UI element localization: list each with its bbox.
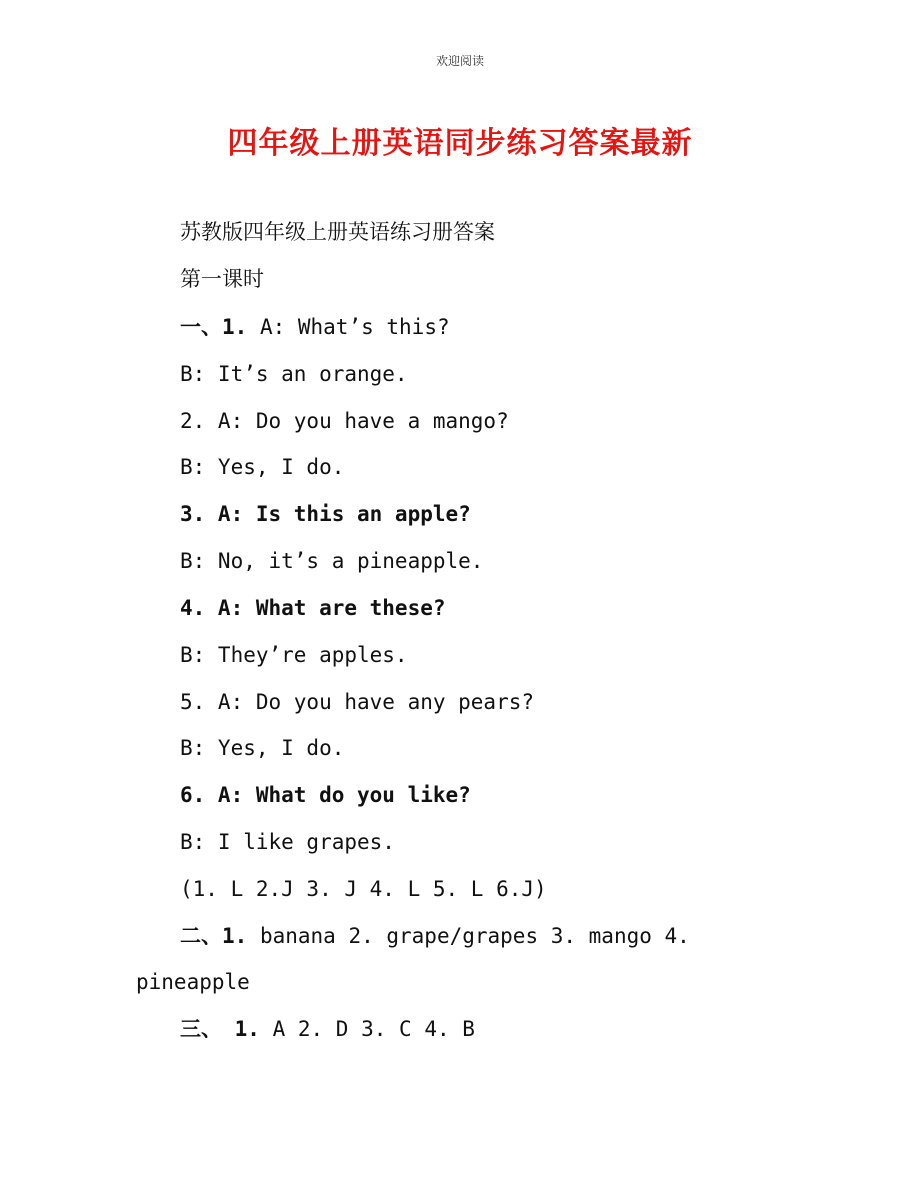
lesson-heading: 第一课时 [180,267,264,291]
answer-line-8: B: They’re apples. [180,643,408,667]
answer-line-7: 4. A: What are these? [180,596,446,620]
answer-line-1 [180,313,450,341]
section-3-number: 1. [234,1017,260,1041]
answer-line-3: 2. A: Do you have a mango? [180,409,509,433]
subtitle: 苏教版四年级上册英语练习册答案 [180,220,495,244]
section-1-prefix: 一、 [180,315,222,339]
section-3-text: A 2. D 3. C 4. B [259,1017,475,1041]
document-title: 四年级上册英语同步练习答案最新 [227,126,693,161]
section-2-line [180,922,690,950]
answer-line-10: B: Yes, I do. [180,736,345,760]
section-2-text: banana 2. grape/grapes 3. mango 4. [247,924,690,948]
page-header: 欢迎阅读 [435,54,484,68]
section-2-number: 1. [222,924,248,948]
answer-line-4: B: Yes, I do. [180,455,345,479]
section-1-number: 1. [222,315,248,339]
answer-text: A: What’s this? [259,315,450,339]
answer-line-12: B: I like grapes. [180,830,395,854]
answer-line-5: 3. A: Is this an apple? [180,502,471,526]
answer-line-2: B: It’s an orange. [180,362,408,386]
answer-line-11: 6. A: What do you like? [180,783,471,807]
answer-key-line: (1. L 2.J 3. J 4. L 5. L 6.J) [180,877,547,901]
section-2-prefix: 二、 [180,924,222,948]
section-2-continuation: pineapple [136,970,250,994]
section-3-line [180,1015,475,1043]
answer-line-9: 5. A: Do you have any pears? [180,690,535,714]
answer-line-6: B: No, it’s a pineapple. [180,549,484,573]
section-3-prefix: 三、 [180,1017,222,1041]
